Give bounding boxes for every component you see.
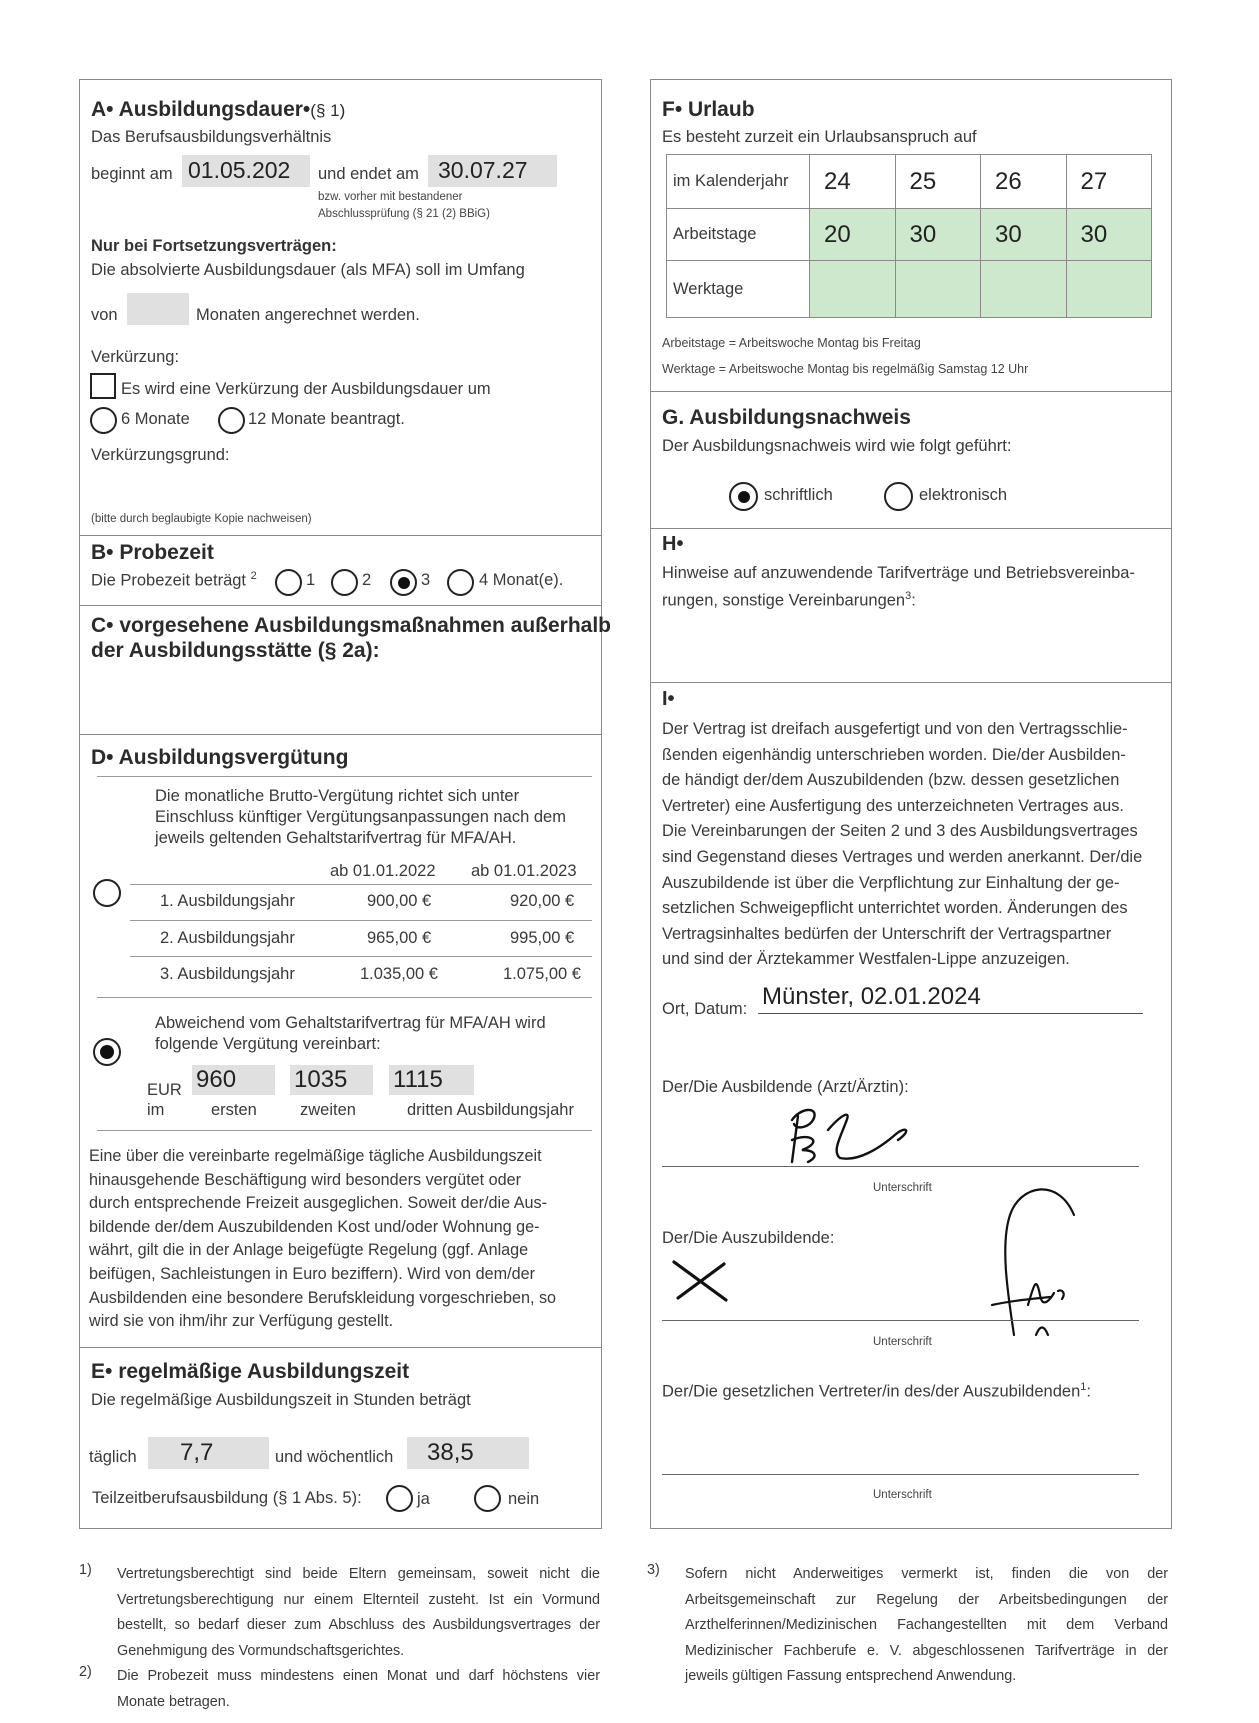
ends-note-2: Abschlussprüfung (§ 21 (2) BBiG) — [318, 208, 490, 220]
overtime-paragraph: Eine über die vereinbarte regelmäßige tägliche Ausbildungszeit hinausgehende Beschäftigung wird besonders vergütet oder durch entsprechende Freizeit ausgeglichen. Soweit der/die Aus- bildende der/dem Auszubildenden Kost und/oder Wohnung ge- währt, gilt die in der Anlage beigefügte Regelung (ggf. Anlage beifügen, Sachleistungen in Euro beziffern). Wird von dem/der Ausbildenden eine besondere Berufskleidung vorgeschrieben, so wird sie von ihm/ihr zur Verfügung gestellt. — [89, 1147, 557, 1331]
divider-h-i — [650, 682, 1172, 683]
label-first-year: ersten — [211, 1101, 257, 1119]
probation-opt-1: 1 — [306, 571, 316, 589]
label-second-year: zweiten — [300, 1101, 356, 1119]
section-d-title: D• Ausbildungsvergütung — [91, 746, 349, 769]
months-text: Monaten angerechnet werden. — [196, 306, 420, 324]
section-g-text: Der Ausbildungsnachweis wird wie folgt geführt: — [662, 437, 1012, 455]
workdays-cell[interactable]: 30 — [1066, 209, 1152, 261]
probation-opt-3: 3 — [421, 571, 431, 589]
divider-d-e — [79, 1347, 602, 1348]
radio-selected-dot — [100, 1045, 114, 1059]
trainee-sign-caption: Unterschrift — [873, 1336, 932, 1348]
section-h-text-2: rungen, sonstige Vereinbarungen$^3$: — [662, 590, 916, 610]
section-a-intro: Das Berufsausbildungsverhältnis — [91, 128, 332, 146]
section-i-title: I• — [662, 688, 675, 710]
trainee-cross-mark — [672, 1260, 728, 1302]
radio-deviating[interactable] — [93, 1038, 121, 1066]
radio-selected-dot — [398, 577, 410, 589]
von-label: von — [91, 306, 118, 324]
amount-year-2[interactable]: 1035 — [290, 1065, 373, 1095]
footnote-1-number: 1) — [79, 1562, 92, 1578]
weekdays-cell[interactable] — [1066, 261, 1152, 318]
radio-electronic[interactable] — [884, 482, 913, 511]
opt-12-label: 12 Monate beantragt. — [248, 410, 405, 428]
eur-label: EUR — [147, 1081, 182, 1099]
weekdays-cell[interactable] — [895, 261, 981, 318]
year-cell: 26 — [981, 155, 1067, 209]
end-date-field[interactable]: 30.07.27 — [428, 155, 557, 187]
probation-opt-2: 2 — [362, 571, 372, 589]
amount-year-1[interactable]: 960 — [192, 1065, 275, 1095]
weekly-hours-field[interactable]: 38,5 — [407, 1437, 529, 1469]
workdays-cell[interactable]: 30 — [981, 209, 1067, 261]
radio-parttime-nein[interactable] — [474, 1485, 501, 1512]
place-date-label: Ort, Datum: — [662, 1000, 748, 1018]
parttime-nein: nein — [508, 1490, 540, 1508]
daily-hours-field[interactable]: 7,7 — [148, 1437, 269, 1469]
guardian-sign-line — [662, 1474, 1139, 1475]
label-third-year: dritten Ausbildungsjahr — [407, 1101, 574, 1119]
col-2023: ab 01.01.2023 — [471, 862, 577, 880]
divider-a-b — [79, 535, 602, 536]
radio-parttime-ja[interactable] — [386, 1485, 413, 1512]
place-date-value[interactable]: Münster, 02.01.2024 — [762, 983, 981, 1010]
footnote-3-number: 3) — [647, 1562, 660, 1578]
workdays-cell[interactable]: 20 — [810, 209, 896, 261]
reason-label: Verkürzungsgrund: — [91, 446, 230, 464]
place-date-line — [758, 1013, 1143, 1014]
radio-6-months[interactable] — [90, 407, 117, 434]
divider-b-c — [79, 605, 602, 606]
radio-written[interactable] — [729, 482, 758, 511]
ends-label: und endet am — [318, 165, 419, 183]
begin-date-field[interactable]: 01.05.202 — [182, 155, 310, 187]
trainer-sign-caption: Unterschrift — [873, 1182, 932, 1194]
weekdays-note: Werktage = Arbeitswoche Montag bis regelmäßig Samstag 12 Uhr — [662, 362, 1029, 376]
vacation-table: im Kalenderjahr 24 25 26 27 Arbeitstage 20 30 30 30 Werktage — [666, 154, 1152, 318]
ends-note-1: bzw. vorher mit bestandener — [318, 191, 463, 203]
shortening-title: Verkürzung: — [91, 348, 180, 366]
probation-text: Die Probezeit beträgt $^2$ — [91, 570, 257, 590]
begins-label: beginnt am — [91, 165, 173, 183]
continuation-title: Nur bei Fortsetzungsverträgen: — [91, 237, 337, 255]
weekdays-cell[interactable] — [810, 261, 896, 318]
parttime-ja: ja — [417, 1490, 430, 1508]
tariff-text-2: Einschluss künftiger Vergütungsanpassungen nach dem — [155, 808, 566, 826]
written-label: schriftlich — [764, 486, 833, 504]
amount-year-3[interactable]: 1115 — [389, 1065, 474, 1095]
proof-note: (bitte durch beglaubigte Kopie nachweisen) — [91, 513, 312, 525]
section-e-text: Die regelmäßige Ausbildungszeit in Stunden beträgt — [91, 1391, 471, 1409]
d-underline — [97, 776, 592, 777]
footnote-2: Die Probezeit muss mindestens einen Monat und darf höchstens vier Monate betragen. — [117, 1668, 600, 1710]
section-f-text: Es besteht zurzeit ein Urlaubsanspruch auf — [662, 128, 977, 146]
col-2022: ab 01.01.2022 — [330, 862, 436, 880]
parttime-label: Teilzeitberufsausbildung (§ 1 Abs. 5): — [92, 1489, 362, 1507]
divider-c-d — [79, 734, 602, 735]
workdays-cell[interactable]: 30 — [895, 209, 981, 261]
shortening-check-text: Es wird eine Verkürzung der Ausbildungsdauer um — [121, 380, 491, 398]
year-cell: 25 — [895, 155, 981, 209]
footnote-3: Sofern nicht Anderweitiges vermerkt ist, finden die von der Arbeitsgemeinschaft zur Regelung der Arbeitsbedingungen der Arzthelferinnen/Medizinischen Fachangestellten mit dem Verband Medizinischer Fachberufe e. V. abgeschlossenen Tarifverträge in der jeweils gültigen Fassung entsprechend Anwendung. — [685, 1566, 1168, 1684]
trainer-signature — [780, 1100, 930, 1170]
im-label: im — [147, 1101, 165, 1119]
radio-probation-1[interactable] — [275, 569, 302, 596]
daily-label: täglich — [89, 1448, 137, 1466]
shortening-checkbox[interactable] — [90, 373, 116, 399]
trainer-sign-line — [662, 1166, 1139, 1167]
section-c-title-2: der Ausbildungsstätte (§ 2a): — [91, 639, 380, 662]
probation-opt-4: 4 Monat(e). — [479, 571, 564, 589]
months-field[interactable] — [127, 293, 189, 325]
continuation-text: Die absolvierte Ausbildungsdauer (als MFA) soll im Umfang — [91, 261, 525, 279]
radio-tariff[interactable] — [93, 879, 121, 907]
section-e-title: E• regelmäßige Ausbildungszeit — [91, 1360, 410, 1383]
tariff-text-3: jeweils geltenden Gehaltstarifvertrag für MFA/AH. — [155, 829, 517, 847]
footnote-2-number: 2) — [79, 1664, 92, 1680]
trainee-label: Der/Die Auszubildende: — [662, 1229, 835, 1247]
deviating-text-2: folgende Vergütung vereinbart: — [155, 1035, 381, 1053]
divider-f-g — [650, 391, 1172, 392]
tariff-table-bottom — [97, 997, 592, 998]
tariff-text-1: Die monatliche Brutto-Vergütung richtet sich unter — [155, 787, 520, 805]
weekly-label: und wöchentlich — [275, 1448, 394, 1466]
year-cell: 27 — [1066, 155, 1152, 209]
deviating-bottom-line — [97, 1130, 592, 1131]
section-c-title-1: C• vorgesehene Ausbildungsmaßnahmen außerhalb — [91, 614, 612, 637]
section-h-text-1: Hinweise auf anzuwendende Tarifverträge und Betriebsvereinba- — [662, 564, 1135, 582]
guardian-sign-caption: Unterschrift — [873, 1489, 932, 1501]
section-b-title: B• Probezeit — [91, 541, 214, 564]
deviating-text-1: Abweichend vom Gehaltstarifvertrag für MFA/AH wird — [155, 1014, 546, 1032]
weekdays-cell[interactable] — [981, 261, 1067, 318]
year-cell: 24 — [810, 155, 896, 209]
radio-probation-3[interactable] — [390, 569, 417, 596]
footnote-1: Vertretungsberechtigt sind beide Eltern gemeinsam, soweit nicht die Vertretungsberechtigung nur einem Elternteil zusteht. Ist ein Vormund bestellt, so bedarf dieser zum Abschluss des Ausbildungsvertrages der Genehmigung des Vormundschaftsgerichtes. — [117, 1566, 600, 1659]
contract-paragraph: Der Vertrag ist dreifach ausgefertigt und von den Vertragsschlie- ßenden eigenhändig unterschrieben worden. Die/der Ausbilden- de händigt der/dem Auszubildenden (bzw. dessen gesetzlichen Vertreter) eine Ausfertigung des unterzeichneten Vertrages aus. Die Vereinbarungen der Seiten 2 und 3 des Ausbildungsvertrages sind Gegenstand dieses Vertrages und werden anerkannt. Der/die Auszubildende ist über die Verpflichtung zur Einhaltung der ge- setzlichen Schweigepflicht unterrichtet worden. Änderungen des Vertragsinhaltes bedürfen der Unterschrift der Vertragspartner und sind der Ärztekammer Westfalen-Lippe anzuzeigen. — [662, 720, 1143, 969]
divider-g-h — [650, 528, 1172, 529]
section-f-title: F• Urlaub — [662, 98, 755, 121]
table-row: 3. Ausbildungsjahr 1.035,00 € 1.075,00 € — [160, 965, 581, 983]
radio-12-months[interactable] — [218, 407, 245, 434]
radio-probation-2[interactable] — [331, 569, 358, 596]
guardian-label: Der/Die gesetzlichen Vertreter/in des/der Auszubildenden$^1$: — [662, 1381, 1091, 1401]
workdays-note: Arbeitstage = Arbeitswoche Montag bis Freitag — [662, 336, 921, 350]
electronic-label: elektronisch — [919, 486, 1008, 504]
opt-6-label: 6 Monate — [121, 410, 190, 428]
section-a-title: A• Ausbildungsdauer•(§ 1) — [91, 98, 346, 121]
radio-selected-dot — [738, 491, 750, 503]
section-h-title: H• — [662, 533, 684, 555]
section-g-title: G. Ausbildungsnachweis — [662, 406, 911, 429]
trainer-label: Der/Die Ausbildende (Arzt/Ärztin): — [662, 1078, 909, 1096]
table-row: 1. Ausbildungsjahr 900,00 € 920,00 € — [160, 892, 575, 910]
trainee-sign-line — [662, 1320, 1139, 1321]
radio-probation-4[interactable] — [447, 569, 474, 596]
table-row: 2. Ausbildungsjahr 965,00 € 995,00 € — [160, 929, 575, 947]
